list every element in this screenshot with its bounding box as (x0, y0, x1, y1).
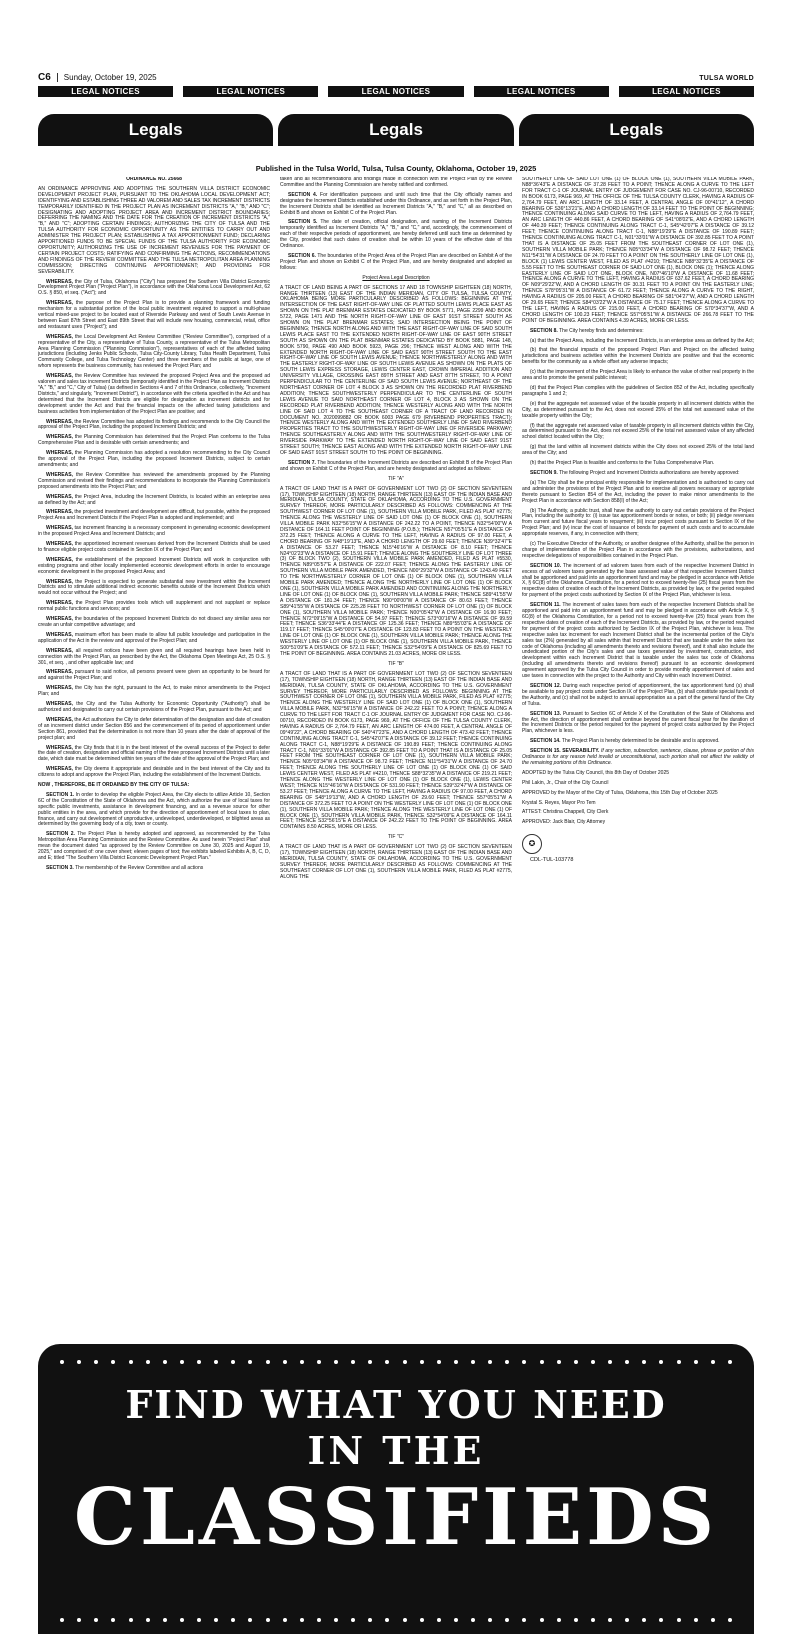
dot (591, 1360, 595, 1364)
legal-notices-tab: LEGAL NOTICES (38, 86, 173, 97)
dot (214, 1618, 218, 1622)
dot (728, 1360, 732, 1364)
ordinance-caption: AN ORDINANCE APPROVING AND ADOPTING THE SOUTHERN VILLA DISTRICT ECONOMIC DEVELOPMENT PROJECT PLAN, PURSUANT TO THE OKLAHOMA LOCAL DEVELOPMENT ACT; IDENTIFYING AND ESTABLISHING THREE AD VALOREM AND SALES TAX INCREMENT DISTRICTS TEMPORARILY IDENTIFIED IN THE PROJECT PLAN AS INCREMENT DISTRICTS "A," "B," AND "C"; DESIGNATING AND ADOPTING PROJECT AREA AND INCREMENT DISTRICT BOUNDARIES; DEFERRING THE NAMING AND THE DATE FOR THE CREATION OF INCREMENT DISTRICTS "A," "B," AND "C"; ADOPTING CERTAIN FINDINGS; AUTHORIZING THE CITY OF TULSA AND THE TULSA AUTHORITY FOR ECONOMIC OPPORTUNITY AS THE ENTITIES TO CARRY OUT AND ADMINISTER THE PROJECT PLAN; ESTABLISHING A TAX APPORTIONMENT FUND; DECLARING APPORTIONED FUNDS TO BE SPECIAL FUNDS OF THE TULSA AUTHORITY FOR ECONOMIC OPPORTUNITY; AUTHORIZING THE USE OF INCREMENT REVENUES FOR THE PAYMENT OF CERTAIN PROJECT COSTS; RATIFYING AND CONFIRMING THE ACTIONS, RECOMMENDATIONS AND FINDINGS OF THE REVIEW COMMITTEE AND THE TULSA METROPOLITAN AREA PLANNING COMMISSION; DIRECTING CONTINUING APPORTIONMENT; AND PROVIDING FOR SEVERABILITY. (38, 185, 270, 275)
dot (163, 1360, 167, 1364)
dot (317, 1618, 321, 1622)
dot (77, 1360, 81, 1364)
whereas-clause: WHEREAS, the Review Committee has adopted its findings and recommends to the City Council the approval of the Project Plan, including the proposed Increment Districts; and (38, 418, 270, 431)
dot (77, 1618, 81, 1622)
dot (197, 1360, 201, 1364)
dot (659, 1618, 663, 1622)
dot (317, 1360, 321, 1364)
ordinance-sections (38, 793, 270, 872)
dot (180, 1618, 184, 1622)
ordinance-section: SECTION 5. The date of creation, official designation, and naming of the Increment Districts temporarily identified as Increment Districts "A," "B," and "C," and, accordingly, the commencement of each of their respective periods of apportionment, are hereby deferred until such time as determined by the City, provided that such dates of creation shall be within 10 years of the effective date of this Ordinance. (280, 219, 512, 250)
page-header (38, 72, 754, 86)
legals-banner: Legals (519, 114, 754, 146)
ordinance-section: SECTION 13. Pursuant to Section 6C of Article X of the Constitution of the State of Oklahoma and the Act, the direction of apportionment shall continue beyond the current fiscal year for the duration of the Increment Districts or the period required for the payment of project costs authorized by the Project Plan, whichever is less. (522, 710, 754, 735)
ordinance-section: SECTION 2. The Project Plan is hereby adopted and approved, as recommended by the Tulsa Metropolitan Area Planning Commission and the Review Committee. As used herein "Project Plan" shall mean the document dated "as approved by the Review Committee on June 30, 2025 and August 19, 2025," and comprised of: one cover sheet; eleven pages of text; five exhibits labeled Exhibits A, B, C, D, and E; titled "The Southern Villa District Economic Development Project Plan." (38, 831, 270, 861)
ordinance-section: SECTION 14. The Project Plan is hereby determined to be desirable and is approved. (530, 738, 720, 745)
finding-item: (h) that the Project Plan is feasible and conforms to the Tulsa Comprehensive Plan. (530, 460, 715, 467)
classifieds-line-3: CLASSIFIEDS (73, 1472, 719, 1563)
dot (111, 1618, 115, 1622)
dot (111, 1360, 115, 1364)
dot (608, 1618, 612, 1622)
dot (94, 1618, 98, 1622)
authorization-item: (b) The Authority, a public trust, shall have the authority to carry out certain provisions of the Project Plan, including the authority to: (i) issue tax apportionment bonds or notes, or both; (ii) pledge revenues from current and future fiscal years to repayment; (iii) incur project costs pursuant to Section IX of the Project Plan; and (iv) incur the cost of issuance of bonds for payment of such costs and to accumulate appropriate reserves, if any, in connection with them; (522, 507, 754, 538)
section-7: SECTION 7. The boundaries of the Increment Districts are described on Exhibit B of the Project Plan and shown on Exhibit C of the Project Plan, and are hereby designated and adopted as follows: (280, 459, 512, 472)
city-seal-icon: ✪ (522, 834, 542, 854)
dot (694, 1618, 698, 1622)
column-3 (522, 177, 754, 1337)
dot (728, 1618, 732, 1622)
whereas-clause: WHEREAS, the Planning Commission has adopted a resolution recommending to the City Council the approval of the Project Plan, including the proposed Increment Districts, subject to certain amendments; and (38, 450, 270, 468)
whereas-clause: WHEREAS, pursuant to said notice, all persons present were given an opportunity to be heard for and against the Project Plan; and (38, 669, 270, 682)
findings-list (522, 339, 754, 467)
dot (488, 1618, 492, 1622)
dot (454, 1360, 458, 1364)
dot (300, 1618, 304, 1622)
column-1 (38, 177, 270, 1337)
classifieds-line-2: IN THE (307, 1428, 485, 1473)
ordained-line: NOW , THEREFORE, BE IT ORDAINED BY THE CITY OF TULSA: (38, 782, 190, 789)
whereas-clause: WHEREAS, the Review Committee has reviewed the amendments proposed by the Planning Commission and revised their findings and recommendations to incorporate the Planning Commission's proposed amendments into the Project Plan; and (38, 471, 270, 490)
dot (283, 1360, 287, 1364)
dot-border (60, 1616, 732, 1624)
section-3-continued: taken and all recommendations and findings made in connection with the Project Plan by the Review Committee and the Planning Commission are hereby ratified and confirmed. (280, 177, 512, 188)
dot (248, 1360, 252, 1364)
whereas-clause: WHEREAS, the projected investment and development are difficult, but possible, within the proposed Project Area and Increment Districts if the Project Plan is adopted and implemented; and (38, 509, 270, 522)
dot (180, 1360, 184, 1364)
dot (60, 1618, 64, 1622)
dot (385, 1360, 389, 1364)
dot (711, 1360, 715, 1364)
whereas-clause: WHEREAS, the boundaries of the proposed Increment Districts do not dissect any similar area nor create an unfair competitive advantage; and (38, 616, 270, 628)
approved-line: APPROVED by the Mayor of the City of Tulsa, Oklahoma, this 15th Day of October 2025 (522, 789, 718, 796)
dot (574, 1360, 578, 1364)
classifieds-ad (38, 1344, 754, 1634)
legal-notices-tab: LEGAL NOTICES (619, 86, 754, 97)
tif-c-continued: SOUTHERLY LINE OF SAID LOT ONE (1) OF BLOCK ONE (1), SOUTHERN VILLA MOBILE PARK, N88°36'43"E A DISTANCE OF 37.28 FEET TO A POINT; THENCE ALONG A CURVE TO THE LEFT FOR TRACT C-1 OF JOURNAL ENTRY OF JUDGEMENT FOR CASE NO. CJ-96-00710, RECORDED IN BOOK 6173, PAGE 969, AT THE OFFICE OF THE TULSA COUNTY CLERK, HAVING A RADIUS OF 2,764.79 FEET, AN ARC LENGTH OF 33.14 FEET, A CENTRAL ANGLE OF 00°41'12", A CHORD BEARING OF S36°13'21"E, AND A CHORD LENGTH OF 33.14 FEET TO THE POINT OF BEGINNING; THENCE CONTINUING ALONG SAID CURVE TO THE LEFT, HAVING A RADIUS OF 2,764.79 FEET, AN ARC LENGTH OF 440.86 FEET, A CHORD BEARING OF S41°08'02"E, AND A CHORD LENGTH OF 440.39 FEET; THENCE CONTINUING ALONG TRACT C-1, S45°42'07"E A DISTANCE OF 39.12 FEET; THENCE CONTINUING ALONG TRACT C-1, N88°19'29"E A DISTANCE OF 190.89 FEET; THENCE CONTINUING ALONG TRACT C-1, N01°33'01"W A DISTANCE OF 392.85 FEET TO A POINT THAT IS A DISTANCE OF 25.05 FEET FROM THE SOUTHEAST CORNER OF LOT ONE (1), SOUTHERN VILLA MOBILE PARK; THENCE N05°03'34"W A DISTANCE OF 98.72 FEET; THENCE N11°54'31"W A DISTANCE OF 24.70 FEET TO A POINT ON THE SOUTHERLY LINE OF LOT ONE (1), BLOCK (1) LEWIS CENTER WEST, FILED AS PLAT #4210; THENCE N88°32'35"E A DISTANCE OF 5.55 FEET TO THE SOUTHEAST CORNER OF SAID LOT ONE (1), BLOCK ONE (1); THENCE ALONG EASTERLY LINE OF SAID LOT ONE, BLOCK ONE, N07°46'10"W A DISTANCE OF 11.68 FEET; THENCE ALONG A CURVE TO THE LEFT, HAVING A RADIUS OF 637.62 FEET, A CHORD BEARING OF N09°29'22"W, AND A CHORD LENGTH OF 30.31 FEET TO A POINT ON THE EASTERLY LINE; THENCE S78°05'31"W A DISTANCE OF 61.72 FEET; THENCE ALONG A CURVE TO THE RIGHT, HAVING A RADIUS OF 205.00 FEET, A CHORD BEARING OF S81°04'27"W, AND A CHORD LENGTH OF 29.65 FEET; THENCE S84°03'22"W A DISTANCE OF 75.17 FEET; THENCE ALONG A CURVE TO THE LEFT, HAVING A RADIUS OF 215.00 FEET, A CHORD BEARING OF S70°34'37"W, AND A CHORD LENGTH OF 100.23 FEET; THENCE S57°05'51"W A DISTANCE OF 266.78 FEET TO THE POINT OF BEGINNING. AREA CONTAINS 4.39 ACRES, MORE OR LESS. (522, 177, 754, 324)
dot (94, 1360, 98, 1364)
whereas-clause: WHEREAS, the Project Area, including the Increment Districts, is located within an enterprise area as defined by the Act; and (38, 493, 270, 506)
dot (677, 1618, 681, 1622)
tif-c-title: TIF "C" (387, 834, 405, 841)
finding-item: (b) that the financial impacts of the proposed Project Plan and Project on the affected taxing jurisdictions and business activities within the Increment Districts are positive and that the economic benefits for the community as a whole offset any adverse impacts; (522, 347, 754, 366)
dot (625, 1360, 629, 1364)
dot (385, 1618, 389, 1622)
dot (608, 1360, 612, 1364)
page-number: C6 (38, 72, 51, 83)
whereas-clause: WHEREAS, the Project is expected to generate substantial new investment within the Increment Districts and to stimulate additional indirect economic benefits outside of the Increment Districts which would not occur without the Project; and (38, 578, 270, 597)
dot (146, 1360, 150, 1364)
dot (283, 1618, 287, 1622)
tif-b-title: TIF "B" (388, 660, 404, 667)
whereas-clause: WHEREAS, maximum effort has been made to allow full public knowledge and participation in the application of the Act in the review and approval of the Project Plan; and (38, 631, 270, 644)
dot (522, 1360, 526, 1364)
whereas-clauses (38, 280, 270, 780)
attorney-approval: APPROVED: Jack Blair, City Attorney (522, 819, 606, 826)
ordinance-section: SECTION 10. The increment of ad valorem taxes from each of the respective Increment District in excess of ad valorem taxes generated by the base assessed value of that respective Increment District shall be apportioned and paid into an apportionment fund and may be pledged in accordance with Article X, § 6C(8) of the Oklahoma Constitution, for a period not to exceed twenty-five (25) fiscal years from the respective dates of creation of each of the Increment Districts, as provided by law, or the period required for payment of the project costs authorized by Section IX of the Project Plan, whichever is less. (522, 562, 754, 599)
legals-banner: Legals (278, 114, 513, 146)
authorizations-list (522, 481, 754, 560)
dot (454, 1618, 458, 1622)
whereas-clause: WHEREAS, the Planning Commission has determined that the Project Plan conforms to the Tulsa Comprehensive Plan and is desirable with certain amendments; and (38, 434, 270, 447)
dot (351, 1618, 355, 1622)
attest-line: ATTEST: Christina Chappell, City Clerk (522, 809, 609, 816)
dot (540, 1618, 544, 1622)
legals-banner: Legals (38, 114, 273, 146)
finding-item: (d) that the Project Plan complies with the guidelines of Section 852 of the Act, including specifically paragraphs 1 and 2; (522, 385, 754, 397)
whereas-clause: WHEREAS, the Local Development Act Review Committee ("Review Committee"), comprised of a representative of the City, a representative of Tulsa County, a representative of the Tulsa Metropolitan Area Planning Commission ("Planning Commission"), representatives of each of the affected taxing jurisdictions (including Jenks Public Schools, Tulsa City-County Library, Tulsa Health Department, Tulsa Community College, and Tulsa Technology Center) and three members of the public at large, one of whom represents the business community, has reviewed the Project Plan; and (38, 333, 270, 370)
classifieds-line-1: FIND WHAT YOU NEED (125, 1382, 667, 1427)
dot (488, 1360, 492, 1364)
tif-a-description: A TRACT OF LAND THAT IS A PART OF GOVERNMENT LOT TWO (2) OF SECTION SEVENTEEN (17), TOWNSHIP EIGHTEEN (18) NORTH, RANGE THIRTEEN (13) EAST OF THE INDIAN BASE AND MERIDIAN, TULSA COUNTY, STATE OF OKLAHOMA, ACCORDING TO THE U.S. GOVERNMENT SURVEY THEREOF, MORE PARTICULARLY DESCRIBED AS FOLLOWS: COMMENCING AT THE SOUTHWEST CORNER OF LOT ONE (1), SOUTHERN VILLA MOBILE PARK, FILED AS PLAT #2775; THENCE ALONG THE WESTERLY LINE OF SAID LOT ONE (1) OF BLOCK ONE (1), SOUTHERN VILLA MOBILE PARK N32°56'15"W A DISTANCE OF 242.22 TO A POINT, THENCE N32°54'00"W A DISTANCE OF 164.11 FEET POINT OF BEGINNING (P.O.B.); THENCE N57°05'51"E A DISTANCE OF 372.25 FEET; THENCE ALONG A CURVE TO THE LEFT, HAVING A RADIUS OF 97.00 FEET, A CHORD BEARING OF N48°19'13"E, AND A CHORD LENGTH OF 29.60 FEET; THENCE N39°32'47"E A DISTANCE OF 53.27 FEET; THENCE N15°46'16"W A DISTANCE OF 8.10 FEET; THENCE N24°02'23"W A DISTANCE OF 15.91 FEET; THENCE ALONG THE SOUTHERLY LINE OF LOT THREE (3) OF BLOCK TWO (2), SOUTHERN VILLA MOBILE PARK AMENDED, FILED AS PLAT #5530, THENCE N89°05'57"E A DISTANCE OF 222.07 FEET; THENCE ALONG THE EASTERLY LINE OF SOUTHERN VILLA MOBILE PARK AMENDED, THENCE N00°29'32"W A DISTANCE OF 1243.49 FEET TO THE NORTHWESTERLY CORNER OF LOT ONE (1) OF BLOCK ONE (1), SOUTHERN VILLA MOBILE PARK AMENDED; THENCE ALONG THE NORTHERLY LINE OF LOT ONE (1) OF BLOCK ONE (1), SOUTHERN VILLA MOBILE PARK AMENDED AND CONTINUING ALONG THE NORTHERLY LINE OF LOT ONE (1) OF BLOCK ONE (1), SOUTHERN VILLA MOBILE PARK; THENCE S89°41'55"W A DISTANCE OF 181.34 FEET; THENCE N90°00'00"W A DISTANCE OF 80.63 FEET; THENCE S89°41'55"W A DISTANCE OF 225.28 FEET TO NORTHWEST CORNER OF LOT ONE (1) OF BLOCK ONE (1), SOUTHERN VILLA MOBILE PARK; THENCE N00°05'42"W A DISTANCE OF 16.90 FEET; THENCE N72°09'15"W A DISTANCE OF 54.97 FEET; THENCE S73°00'16"W A DISTANCE OF 99.59 FEET; THENCE S36°33'44"E A DISTANCE OF 125.36 FEET; THENCE N89°55'03"E A DISTANCE OF 119.17 FEET; THENCE S45°00'07"E A DISTANCE OF 123.83 FEET TO A POINT ON THE WESTERLY LINE OF LOT ONE (1) OF BLOCK ONE (1), SOUTHERN VILLA MOBILE PARK; THENCE ALONG THE WESTERLY LINE OF LOT ONE (1) OF BLOCK ONE (1), SOUTHERN VILLA MOBILE PARK, THENCE S00°51'09"E A DISTANCE OF 572.11 FEET; THENCE S32°54'09"E A DISTANCE OF 825.69 FEET TO THE POINT OF BEGINNING. AREA CONTAINS 21.03 ACRES, MORE OR LESS. (280, 485, 512, 657)
whereas-clause: WHEREAS, the Review Committee has reviewed the proposed Project Area and the proposed ad valorem and sales tax increment Districts (temporarily identified in the Project Plan as Increment Districts "A," "B," and "C," City of Tulsa) (as defined in Sections 4 and 7 of this Ordinance, collectively, "Increment Districts," and singularly, "Increment District"), in accordance with the criteria specified in the Act and has determined that the Increment Districts are eligible for designation as increment districts and for development under the Act and that the financial impacts on the affected taxing jurisdictions and business activities from implementation of the Project Plan are positive; and (38, 373, 270, 415)
dot (471, 1618, 475, 1622)
dot (334, 1618, 338, 1622)
tif-a-title: TIF "A" (388, 475, 404, 482)
ordinance-section: SECTION 11. The increment of sales taxes from each of the respective Increment Districts shall be apportioned and paid into an apportionment fund and may be pledged in accordance with Article X, § 6C(8) of the Oklahoma Constitution, for a period not to exceed twenty-five (25) fiscal years from the respective dates of creation of each of the Increment Districts, as provided by law, or the period required for payment of the project costs authorized by Section IX of the Project Plan, whichever is less. The respective sales tax increment for each Increment District shall be the incremental portion of the City's sales tax (2%) generated by all sales within that Increment District that are taxable under the sales tax code of Oklahoma (including all amendments thereto and revisions thereof), and it shall also include the undedicated portion of the City's sales and use taxes generated by investment, construction, and development within each Increment District that is taxable under the sales tax code of Oklahoma (including all amendments thereto and revisions thereof) pursuant to an economic development agreement approved by the Tulsa City Council in order to provide monthly apportionment of sales and use taxes in connection with the project to the Authority and City within each Increment District. (522, 602, 754, 680)
finding-item: (f) that the aggregate net assessed value of taxable property in all increment districts within the City, as determined pursuant to the Act, does not exceed 25% of the total net assessed value of any affected school district located within the City; (522, 422, 754, 441)
ordinance-section: SECTION 12. During each respective period of apportionment, the tax apportionment fund (s) shall be available to pay project costs under Section IX of the Project Plan, (b) shall constitute special funds of the Authority, and (c) shall not be subject to annual appropriation as a part of the general fund of the City of Tulsa. (522, 682, 754, 707)
finding-item: (g) that the land within all increment districts within the City does not exceed 25% of the total land area of the City; and (522, 444, 754, 457)
dot (659, 1360, 663, 1364)
ordinance-section: SECTION 6. The boundaries of the Project Area of the Project Plan are described on Exhibit A of the Project Plan and shown on Exhibit C of the Project Plan, and are hereby designated and adopted as follows: (280, 252, 512, 271)
dot (266, 1618, 270, 1622)
dot (368, 1360, 372, 1364)
whereas-clause: WHEREAS, the Act authorizes the City to defer determination of the designation and date of creation of an increment district under Section 856 and the commencement of its period of apportionment under Section 861, provided that the determination is not more than 10 years after the date of approval of the project plan; and (38, 716, 270, 741)
dot (471, 1360, 475, 1364)
dot (163, 1618, 167, 1622)
ordinance-section: SECTION 1. In order to develop the eligible Project Area, the City elects to utilize Article 10, Section 6C of the Constitution of the State of Oklahoma and the Act, which authorize the use of local taxes for specific public investments, assistance in development financing, and as a revenue source for other public entities in the area, and which provide for the direction of apportionment of local taxes to plan, finance, and carry out development of unproductive, undeveloped, underdeveloped, or blighted areas as determined by the governing body of a city, town or county. (38, 791, 270, 828)
dot (677, 1360, 681, 1364)
ordinance-section: SECTION 3. The membership of the Review Committee and all actions (46, 864, 204, 871)
dot (505, 1618, 509, 1622)
dot (231, 1360, 235, 1364)
tif-c-description: A TRACT OF LAND THAT IS A PART OF GOVERNMENT LOT TWO (2) OF SECTION SEVENTEEN (17), TOWNSHIP EIGHTEEN (18) NORTH, RANGE THIRTEEN (13) EAST OF THE INDIAN BASE AND MERIDIAN, TULSA COUNTY, STATE OF OKLAHOMA, ACCORDING TO THE U.S. GOVERNMENT SURVEY THEREOF, MORE PARTICULARLY DESCRIBED AS FOLLOWS: COMMENCING AT THE SOUTHEAST CORNER OF LOT ONE (1), SOUTHERN VILLA MOBILE PARK, FILED AS PLAT #2775, ALONG THE (280, 844, 512, 880)
whereas-clause: WHEREAS, the Project Plan provides tools which will supplement and not supplant or replace normal public functions and services; and (38, 600, 270, 613)
legals-banners (38, 114, 754, 146)
legal-notices-tab: LEGAL NOTICES (474, 86, 609, 97)
authorization-item: (a) The City shall be the principal entity responsible for implementation and is authorized to carry out and administer the provisions of the Project Plan and to exercise all powers necessary or appropriate thereto pursuant to Section 854 of the Act, including the power to make minor amendments to the Project Plan in accordance with Section 858(I) of the Act; (522, 479, 754, 504)
column-2 (280, 177, 512, 1337)
whereas-clause: WHEREAS, the establishment of the proposed Increment Districts will work in conjunction with existing programs and other locally implemented economic development efforts in order to encourage economic development in the proposed Project Area; and (38, 556, 270, 575)
section-tabs (38, 86, 754, 97)
dot (231, 1618, 235, 1622)
dot (129, 1618, 133, 1622)
project-area-description: A TRACT OF LAND BEING A PART OF SECTIONS 17 AND 18 TOWNSHIP EIGHTEEN (18) NORTH, RANGE THIRTEEN (13) EAST OF THE INDIAN MERIDIAN, CITY OF TULSA, TULSA COUNTY, OKLAHOMA BEING MORE PARTICULARLY DESCRIBED AS FOLLOWS: BEGINNING AT THE INTERSECTION OF THE EAST RIGHT-OF-WAY LINE OF PLATTED SOUTH LEWIS PLACE EAST AS SHOWN ON THE PLAT BRENMAR ESTATES DEDICATED BY BOOK 5771, PAGE 2299 AND BOOK 5722, PAGE 1471 AND THE NORTH RIGHT-OF-WAY LINE OF EAST 91ST STREET SOUTH AS SHOWN ON THE PLAT BRENMAR ESTATES; SAID INTERSECTION BEING THE POINT OF BEGINNING; THENCE NORTH ALONG AND WITH THE EAST RIGHT-OF-WAY LINE OF SAID SOUTH LEWIS PLACE EAST TO THE EXTENDED NORTH RIGHT-OF-WAY LINE OF EAST 90TH STREET SOUTH AS SHOWN ON THE PLAT BRENMAR ESTATES DEDICATED BY BOOK 5881, PAGE 148, BOOK 5790, PAGE 490 AND BOOK 5923, PAGE 296; THENCE WEST ALONG AND WITH THE EXTENDED NORTH RIGHT-OF-WAY LINE OF SAID EAST 90TH STREET SOUTH TO THE EAST RIGHT-OF-WAY LINE OF SOUTH LEWIS AVENUE; THENCE NORTHWESTERLY ALONG AND WITH THE EASTERLY RIGHT-OF-WAY LINE OF SOUTH LEWIS AVENUE AS SHOWN ON THE PLATS OF SOUTH LEWIS EXPRESS STORAGE, LEWIS CENTER EAST, CROWN IMPERIAL ADDITION AND UNIVERSITY VILLAGE, CROSSING EAST 89TH STREET AND EAST 87TH STREET, TO A POINT PERPENDICULAR TO THE CENTERLINE OF SAID SOUTH LEWIS AVENUE; NORTHEAST OF THE NORTHEAST CORNER OF LOT 4 BLOCK 3 AS SHOWN ON THE RECORDED PLAT RIVERBEND ADDITION; THENCE SOUTHWESTERLY PERPENDICULAR TO THE CENTERLINE OF SOUTH LEWIS AVENUE TO SAID NORTHEAST CORNER OF LOT 4, BLOCK 3 AS SHOWN ON THE RECORDED PLAT RIVERBEND ADDITION; THENCE WESTERLY ALONG AND WITH THE NORTH LINE OF SAID LOT 4 TO THE SOUTHEAST CORNER OF A TRACT OF LAND RECORDED IN DOCUMENT NO. 2020099882 OR BOOK 6003 PAGE 679 (RIVERBEND PROPERTIES TRACT); THENCE WESTERLY ALONG AND WITH THE EXTENDED SOUTHERLY LINE OF SAID RIVERBEND PROPERTIES TRACT TO THE SOUTHWESTERLY RIGHT-OF-WAY LINE OF RIVERSIDE PARKWAY; THENCE SOUTHEASTERLY ALONG AND WITH THE SOUTHWESTERLY RIGHT-OF-WAY LINE OF RIVERSIDE PARKWAY TO THE EXTENDED NORTH RIGHT-OF-WAY LINE OF SAID EAST 91ST STREET SOUTH; THENCE EAST ALONG AND WITH THE EXTENDED NORTH RIGHT-OF-WAY LINE OF SAID EAST 91ST STREET SOUTH TO THE POINT OF BEGINNING. (280, 284, 512, 456)
whereas-clause: WHEREAS, the City has the right, pursuant to the Act, to make minor amendments to the Project Plan; and (38, 685, 270, 698)
dot (420, 1360, 424, 1364)
dot (60, 1360, 64, 1364)
dot (248, 1618, 252, 1622)
dot (591, 1618, 595, 1622)
dot (403, 1360, 407, 1364)
ordinance-sections (280, 193, 512, 272)
legal-description-heading: Project Area Legal Description (362, 274, 430, 281)
dot (197, 1618, 201, 1622)
tif-b-description: A TRACT OF LAND THAT IS A PART OF GOVERNMENT LOT TWO (2) OF SECTION SEVENTEEN (17), TOWNSHIP EIGHTEEN (18) NORTH, RANGE THIRTEEN (13) EAST OF THE INDIAN BASE AND MERIDIAN, TULSA COUNTY, STATE OF OKLAHOMA, ACCORDING TO THE U.S. GOVERNMENT SURVEY THEREOF, MORE PARTICULARLY DESCRIBED AS FOLLOWS: BEGINNING AT THE SOUTHWEST CORNER OF LOT ONE (1), SOUTHERN VILLA MOBILE PARK, FILED AS PLAT #2775; THENCE ALONG THE WESTERLY LINE OF SAID LOT ONE (1) OF BLOCK ONE (1), SOUTHERN VILLA MOBILE PARK, N32°56'15"W A DISTANCE OF 242.22 FEET TO A POINT; THENCE ALONG A CURVE TO THE LEFT FOR TRACT C-1 OF JOURNAL ENTRY OF JUDGMENT FOR CASE NO. CJ-96-00710, RECORDED IN BOOK 6173, PAGE 969, AT THE OFFICE OF THE TULSA COUNTY CLERK, HAVING A RADIUS OF 2,764.79 FEET, AN ARC LENGTH OF 474.00 FEET, A CENTRAL ANGLE OF 09°49'22", A CHORD BEARING OF S40°47'23"E, AND A CHORD LENGTH OF 473.42 FEET; THENCE CONTINUING ALONG TRACT C-1, S45°42'07"E A DISTANCE OF 39.12 FEET; THENCE CONTINUING ALONG TRACT C-1, N88°19'29"E A DISTANCE OF 190.89 FEET; THENCE CONTINUING ALONG TRACT C-1, N01°33'01"W A DISTANCE OF 392.85 FEET TO A POINT THAT IS A DISTANCE OF 25.05 FEET FROM THE SOUTHEAST CORNER OF LOT ONE (1), SOUTHERN VILLA MOBILE PARK; THENCE N05°03'34"W A DISTANCE OF 98.72 FEET; THENCE N11°54'31"W A DISTANCE OF 24.70 FEET; THENCE ALONG THE SOUTHERLY LINE OF LOT ONE (1) OF BLOCK ONE (1) OF SAID LEWIS CENTER WEST, FILED AS PLAT #4210, THENCE S88°32'35"W A DISTANCE OF 219.21 FEET; THENCE ALONG THE WESTERLY LINE OF LOT ONE (1) OF BLOCK ONE (1), LEWIS CENTER WEST; THENCE N15°46'16"W A DISTANCE OF 531.90 FEET; THENCE S39°32'47"W A DISTANCE OF 53.27 FEET; THENCE ALONG A CURVE TO THE LEFT, HAVING A RADIUS OF 97.00 FEET, A CHORD BEARING OF S48°19'13"W, AND A CHORD LENGTH OF 29.60 FEET; THENCE S57°05'51"W A DISTANCE OF 372.25 FEET TO A POINT ON THE WESTERLY LINE OF LOT ONE (1) OF BLOCK ONE (1), SOUTHERN VILLA MOBILE PARK; THENCE ALONG THE WESTERLY LINE OF LOT ONE (1) OF BLOCK ONE (1), SOUTHERN VILLA MOBILE PARK, THENCE S32°54'09"E A DISTANCE OF 164.11 FEET; THENCE S32°56'15"E A DISTANCE OF 242.22 FEET TO THE POINT OF BEGINNING. AREA CONTAINS 8.50 ACRES, MORE OR LESS. (280, 670, 512, 831)
section-15: SECTION 15. SEVERABILITY. If any section, subsection, sentence, clause, phrase or portion of this Ordinance is for any reason held invalid or unconstitutional, such portion shall not affect the validity of the remaining portions of this Ordinance. (522, 748, 754, 766)
dot (351, 1360, 355, 1364)
dot (420, 1618, 424, 1622)
dot (711, 1618, 715, 1622)
dot (540, 1360, 544, 1364)
dot (368, 1618, 372, 1622)
whereas-clause: WHEREAS, tax increment financing is a necessary component in generating economic development in the proposed Project Area and Increment Districts; and (38, 525, 270, 538)
dot (557, 1360, 561, 1364)
whereas-clause: WHEREAS, the purpose of the Project Plan is to provide a planning framework and funding mechanism for a substantial portion of the local public investment required to support a multi-phase vertical mixed-use project to be located east of Riverside Parkway and west of South Lewis Avenue in between East 87th Street and East 89th Street that will include new housing, commercial, retail, office and restaurant uses ("Project"); and (38, 300, 270, 330)
dot (557, 1618, 561, 1622)
finding-item: (a) that the Project Area, including the Increment Districts, is an enterprise area as defined by the Act; (530, 337, 754, 344)
dot (146, 1618, 150, 1622)
dot (625, 1618, 629, 1622)
ordinance-title: ORDINANCE NO. 25668 (126, 177, 182, 182)
section-9: SECTION 9. The following Project and Increment Districts authorizations are hereby approved: (530, 469, 740, 476)
legal-notices-tab: LEGAL NOTICES (328, 86, 463, 97)
council-chair: Phil Lakin, Jr., Chair of the City Council (522, 779, 609, 786)
finding-item: (e) that the aggregate net assessed value of the taxable property in all increment districts within the City, as determined pursuant to the Act, does not exceed 25% of the total net assessed value of the taxable property within the City; (522, 400, 754, 419)
dot (334, 1360, 338, 1364)
dot (129, 1360, 133, 1364)
dot (214, 1360, 218, 1364)
legal-notices-tab: LEGAL NOTICES (183, 86, 318, 97)
notice-columns (38, 177, 754, 1337)
issue-date: Sunday, October 19, 2025 (57, 73, 157, 82)
authorization-item: (c) The Executive Director of the Authority, or another designee of the Authority, shall be the person in charge of implementation of the Project Plan in accordance with the provisions, authorizations, and respective delegations of responsibilities contained in the Project Plan. (522, 541, 754, 559)
whereas-clause: WHEREAS, the apportioned increment revenues derived from the Increment Districts shall be used to finance eligible project costs contained in Section IX of the Project Plan; and (38, 541, 270, 553)
adopted-line: ADOPTED by the Tulsa City Council, this 8th Day of October 2025 (522, 769, 670, 776)
ordinance-section: SECTION 4. For identification purposes and until such time that the City officially names and designates the Increment Districts established under this Ordinance, and as set forth in the Project Plan, the Increment Districts shall be identified as Increment Districts "A," "B," and "C," all as described on Exhibit B and shown on Exhibit C of the Project Plan. (280, 191, 512, 216)
dot (642, 1360, 646, 1364)
dot-border (60, 1358, 732, 1366)
dot (300, 1360, 304, 1364)
whereas-clause: WHEREAS, the City and the Tulsa Authority for Economic Opportunity ("Authority") shall be authorized and designated to carry out certain provisions of the Project Plan, pursuant to the Act; and (38, 701, 270, 713)
dot (522, 1618, 526, 1622)
dot (403, 1618, 407, 1622)
notice-code: CDL-TUL-103778 (530, 857, 574, 864)
ordinance-sections (522, 564, 754, 745)
dot (694, 1360, 698, 1364)
dot (266, 1360, 270, 1364)
paper-name: TULSA WORLD (699, 75, 754, 82)
dot (437, 1618, 441, 1622)
mayor-signature: Krystal S. Reyes, Mayor Pro Tem (522, 799, 596, 806)
dot (505, 1360, 509, 1364)
whereas-clause: WHEREAS, the City of Tulsa, Oklahoma ("City") has prepared the Southern Villa District Economic Development Project Plan ("Project Plan"), in accordance with the Oklahoma Local Development Act, 62 O.S. § 850, et seq. ("Act"); and (38, 278, 270, 297)
dot (437, 1360, 441, 1364)
published-line: Published in the Tulsa World, Tulsa, Tulsa County, Oklahoma, October 19, 2025 (255, 164, 537, 173)
whereas-clause: WHEREAS, the City deems it appropriate and desirable and in the best interest of the City and its citizens to adopt and approve the Project Plan, including the establishment of the Increment Districts. (38, 766, 270, 779)
dot (642, 1618, 646, 1622)
dot (574, 1618, 578, 1622)
whereas-clause: WHEREAS, all required notices have been given and all required hearings have been held in connection with the Project Plan, as prescribed by the Act, the Oklahoma Open Meetings Act, 25 O.S. § 301, et seq. , and other applicable law; and (38, 647, 270, 666)
finding-item: (c) that the improvement of the Project Area is likely to enhance the value of other real property in the area and to promote the general public interest; (522, 369, 754, 382)
whereas-clause: WHEREAS, the City finds that it is in the best interest of the overall success of the Project to defer the date of creation, designation and official naming of the three proposed Increment Districts until a later date, which date must be determined within ten years of the date of the approval of the Project Plan; and (38, 744, 270, 763)
section-8: SECTION 8. The City hereby finds and determines: (530, 327, 644, 334)
